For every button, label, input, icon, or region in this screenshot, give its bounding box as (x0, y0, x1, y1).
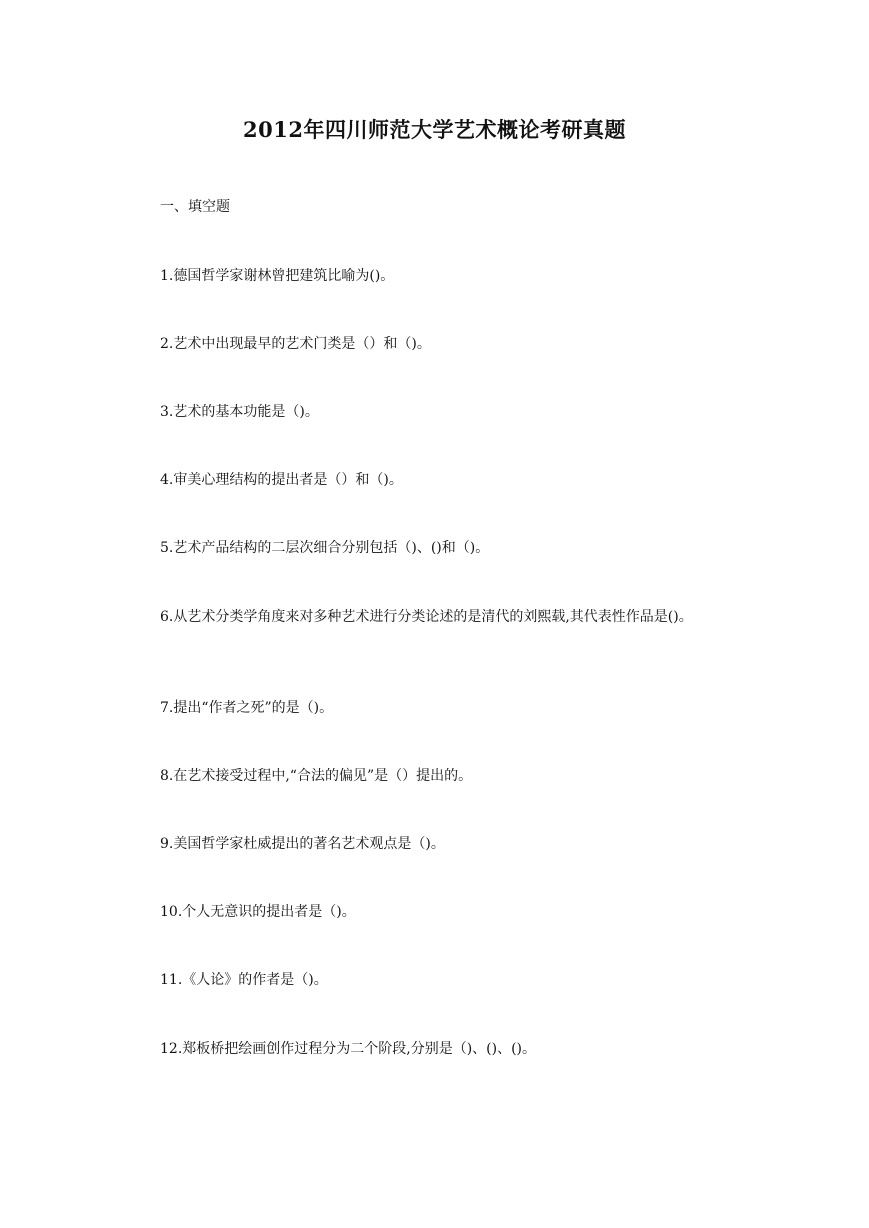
question-item: 9.美国哲学家杜威提出的著名艺术观点是（)。 (160, 836, 445, 852)
question-item: 2.艺术中出现最早的艺术门类是（）和（)。 (160, 336, 431, 352)
question-item: 5.艺术产品结构的二层次细合分别包括（)、()和（)。 (160, 540, 490, 556)
question-item: 8.在艺术接受过程中,“合法的偏见”是（）提出的。 (160, 768, 473, 784)
question-item: 6.从艺术分类学角度来对多种艺术进行分类论述的是清代的刘熙载,其代表性作品是()。 (160, 609, 693, 625)
document-title: 2012年四川师范大学艺术概论考研真题 (243, 117, 626, 142)
question-item: 11.《人论》的作者是（)。 (160, 972, 328, 988)
question-item: 3.艺术的基本功能是（)。 (160, 404, 319, 420)
question-item: 10.个人无意识的提出者是（)。 (160, 904, 356, 920)
question-item: 12.郑板桥把绘画创作过程分为二个阶段,分别是（)、()、()。 (160, 1041, 537, 1057)
question-item: 7.提出“作者之死”的是（)。 (160, 700, 334, 716)
question-item: 4.审美心理结构的提出者是（）和（)。 (160, 472, 403, 488)
question-item: 1.德国哲学家谢林曾把建筑比喻为()。 (160, 268, 395, 284)
section-heading: 一、填空题 (160, 199, 230, 215)
